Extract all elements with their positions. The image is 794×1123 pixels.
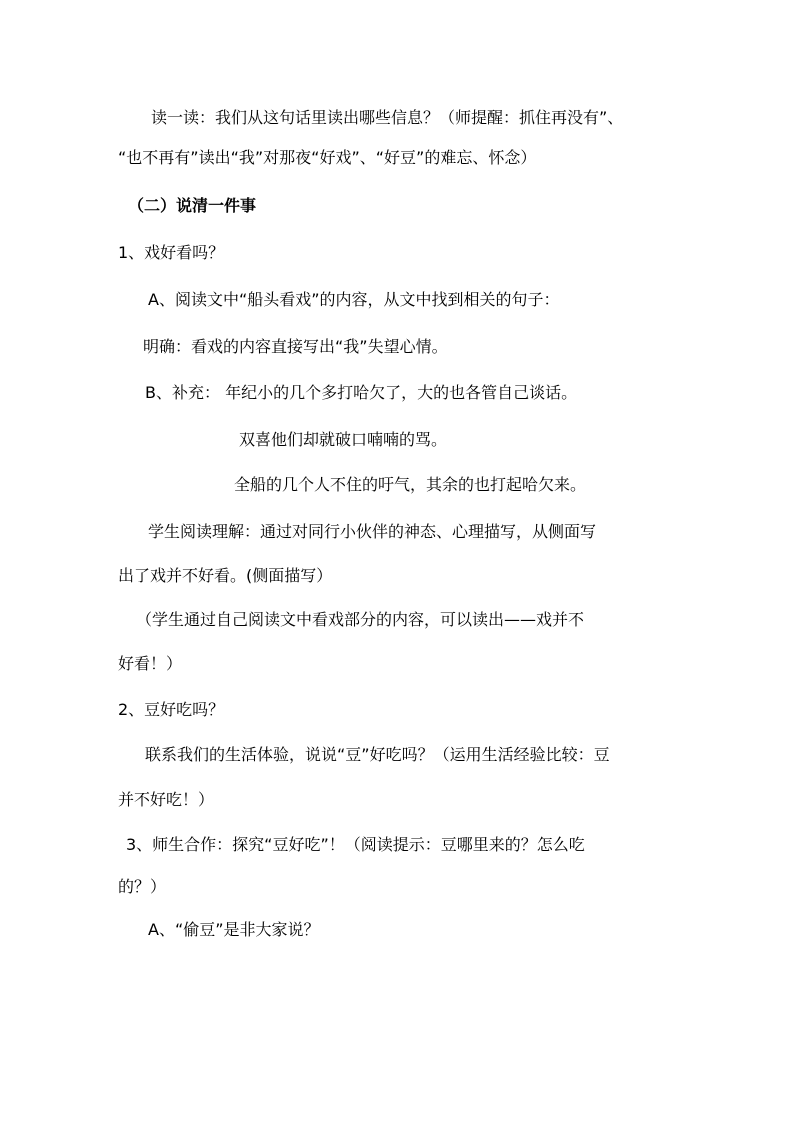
paragraph-line: A、阅读文中“船头看戏”的内容，从文中找到相关的句子：	[148, 290, 560, 309]
paragraph-line: A、“偷豆”是非大家说？	[148, 920, 320, 939]
quote-line: 双喜他们却就破口喃喃的骂。	[239, 430, 448, 449]
paragraph-line: 明确：看戏的内容直接写出“我”失望心情。	[143, 337, 448, 356]
paragraph-line: B、补充： 年纪小的几个多打哈欠了，大的也各管自己谈话。	[145, 383, 578, 402]
paragraph-line: 学生阅读理解：通过对同行小伙伴的神态、心理描写，从侧面写	[148, 522, 597, 541]
paragraph-line: （学生通过自己阅读文中看戏部分的内容，可以读出——戏并不	[136, 610, 585, 629]
paragraph-line: 联系我们的生活体验，说说“豆”好吃吗？（运用生活经验比较：豆	[145, 745, 610, 764]
section-heading: （二）说清一件事	[128, 196, 257, 215]
paragraph-line: 读一读：我们从这句话里读出哪些信息？（师提醒：抓住再没有”、	[151, 108, 624, 127]
quote-line: 全船的几个人不住的吁气，其余的也打起哈欠来。	[234, 475, 587, 494]
paragraph-line: 并不好吃！）	[118, 790, 215, 809]
paragraph-line: 出了戏并不好看。(侧面描写）	[118, 566, 333, 585]
list-item-heading: 3、师生合作：探究“豆好吃”！（阅读提示：豆哪里来的？怎么吃	[126, 835, 585, 854]
list-item-heading: 2、豆好吃吗？	[118, 700, 225, 719]
paragraph-line: 的？）	[118, 877, 167, 896]
paragraph-line: “也不再有”读出“我”对那夜“好戏”、“好豆”的难忘、怀念）	[118, 148, 537, 167]
paragraph-line: 好看！）	[118, 654, 183, 673]
list-item-heading: 1、戏好看吗？	[118, 243, 225, 262]
